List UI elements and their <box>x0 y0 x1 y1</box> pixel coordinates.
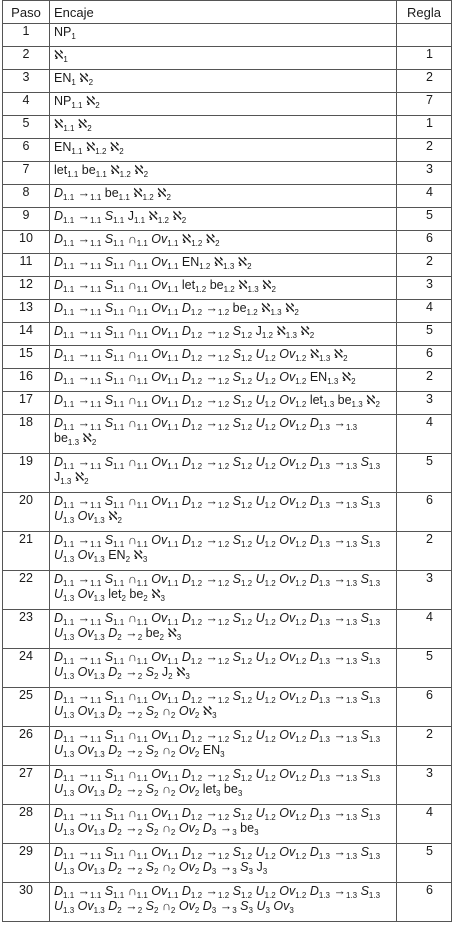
table-row <box>3 208 452 231</box>
regla-cell: 3 <box>397 392 452 415</box>
paso-cell: 30 <box>3 883 50 922</box>
table-row <box>3 454 452 493</box>
table-row <box>3 415 452 454</box>
paso-cell: 7 <box>3 162 50 185</box>
encaje-cell: $D_{1.1} \to_{1.1}$ $S_{1.1}$ $\cap_{1.1}$ $Ov_{1.1}$ $D_{1.2} \to_{1.2}$ $S_{1.2}$ $J_{1.2}$ ℵ$_{1.3}$ ℵ$_2$ <box>50 323 397 346</box>
header-row <box>3 1 452 24</box>
paso-cell: 14 <box>3 323 50 346</box>
table-row <box>3 883 452 922</box>
regla-cell: 3 <box>397 571 452 610</box>
regla-cell: 3 <box>397 766 452 805</box>
regla-cell: 2 <box>397 254 452 277</box>
encaje-cell: $D_{1.1} \to_{1.1}$ $S_{1.1}$ $\cap_{1.1}$ $Ov_{1.1}$ $D_{1.2} \to_{1.2}$ $S_{1.2}$ $U_{1.2}$ $Ov_{1.2}$ $D_{1.3} \to_{1.3}$ $S_{1.3}$ $U_{1.3}$ $Ov_{1.3}$ $D_2 \to_2$ $S_2$ $\cap_2$ $Ov_2$ $EN_3$ <box>50 727 397 766</box>
encaje-cell: $D_{1.1} \to_{1.1}$ $S_{1.1}$ $\cap_{1.1}$ $Ov_{1.1}$ $D_{1.2} \to_{1.2}$ $S_{1.2}$ $U_{1.2}$ $Ov_{1.2}$ $D_{1.3} \to_{1.3}$ $S_{1.3}$ $U_{1.3}$ $Ov_{1.3}$ $EN_2$ ℵ$_3$ <box>50 532 397 571</box>
table-row <box>3 688 452 727</box>
regla-cell: 5 <box>397 844 452 883</box>
table-row <box>3 392 452 415</box>
table-row <box>3 254 452 277</box>
encaje-cell: $D_{1.1} \to_{1.1}$ $S_{1.1}$ $\cap_{1.1}$ $Ov_{1.1}$ $D_{1.2} \to_{1.2}$ $S_{1.2}$ $U_{1.2}$ $Ov_{1.2}$ $D_{1.3} \to_{1.3}$ $S_{1.3}$ $U_{1.3}$ $Ov_{1.3}$ $D_2 \to_2$ $S_2$ $\cap_2$ $Ov_2$ $D_3 \to_3$ $S_3$ $U_3$ $Ov_3$ <box>50 883 397 922</box>
encaje-cell: $D_{1.1} \to_{1.1}$ $be_{1.1}$ ℵ$_{1.2}$ ℵ$_2$ <box>50 185 397 208</box>
paso-cell: 20 <box>3 493 50 532</box>
encaje-cell: $D_{1.1} \to_{1.1}$ $S_{1.1}$ $J_{1.1}$ ℵ$_{1.2}$ ℵ$_2$ <box>50 208 397 231</box>
regla-cell: 4 <box>397 300 452 323</box>
table-row <box>3 24 452 47</box>
table-row <box>3 610 452 649</box>
regla-cell: 5 <box>397 649 452 688</box>
encaje-cell: $D_{1.1} \to_{1.1}$ $S_{1.1}$ $\cap_{1.1}$ $Ov_{1.1}$ $D_{1.2} \to_{1.2}$ $S_{1.2}$ $U_{1.2}$ $Ov_{1.2}$ ℵ$_{1.3}$ ℵ$_2$ <box>50 346 397 369</box>
regla-cell: 6 <box>397 688 452 727</box>
header-regla: Regla <box>397 1 452 24</box>
encaje-cell: $D_{1.1} \to_{1.1}$ $S_{1.1}$ $\cap_{1.1}$ $Ov_{1.1}$ $D_{1.2} \to_{1.2}$ $S_{1.2}$ $U_{1.2}$ $Ov_{1.2}$ $D_{1.3} \to_{1.3}$ $S_{1.3}$ $U_{1.3}$ $Ov_{1.3}$ $D_2 \to_2$ $S_2$ $\cap_2$ $Ov_2$ $D_3 \to_3$ $S_3$ $J_3$ <box>50 844 397 883</box>
table-row <box>3 766 452 805</box>
encaje-cell: $D_{1.1} \to_{1.1}$ $S_{1.1}$ $\cap_{1.1}$ $Ov_{1.1}$ $D_{1.2} \to_{1.2}$ $S_{1.2}$ $U_{1.2}$ $Ov_{1.2}$ $D_{1.3} \to_{1.3}$ $S_{1.3}$ $U_{1.3}$ $Ov_{1.3}$ $D_2 \to_2$ $S_2$ $\cap_2$ $Ov_2$ $D_3 \to_3$ $be_3$ <box>50 805 397 844</box>
encaje-cell: $D_{1.1} \to_{1.1}$ $S_{1.1}$ $\cap_{1.1}$ $Ov_{1.1}$ $EN_{1.2}$ ℵ$_{1.3}$ ℵ$_2$ <box>50 254 397 277</box>
table-row <box>3 139 452 162</box>
encaje-cell: $EN_{1.1}$ ℵ$_{1.2}$ ℵ$_2$ <box>50 139 397 162</box>
table-row <box>3 323 452 346</box>
regla-cell: 1 <box>397 47 452 70</box>
table-row <box>3 93 452 116</box>
regla-cell: 3 <box>397 277 452 300</box>
regla-cell: 2 <box>397 727 452 766</box>
encaje-cell: $D_{1.1} \to_{1.1}$ $S_{1.1}$ $\cap_{1.1}$ $Ov_{1.1}$ $D_{1.2} \to_{1.2}$ $S_{1.2}$ $U_{1.2}$ $Ov_{1.2}$ $D_{1.3} \to_{1.3}$ $S_{1.3}$ $J_{1.3}$ ℵ$_2$ <box>50 454 397 493</box>
regla-cell: 2 <box>397 532 452 571</box>
encaje-cell: $D_{1.1} \to_{1.1}$ $S_{1.1}$ $\cap_{1.1}$ $Ov_{1.1}$ $D_{1.2} \to_{1.2}$ $S_{1.2}$ $U_{1.2}$ $Ov_{1.2}$ let$_{1.3}$ $be_{1.3}$ ℵ$_2$ <box>50 392 397 415</box>
encaje-cell: $D_{1.1} \to_{1.1}$ $S_{1.1}$ $\cap_{1.1}$ $Ov_{1.1}$ $D_{1.2} \to_{1.2}$ $S_{1.2}$ $U_{1.2}$ $Ov_{1.2}$ $D_{1.3} \to_{1.3}$ $S_{1.3}$ $U_{1.3}$ $Ov_{1.3}$ let$_2$ $be_2$ ℵ$_3$ <box>50 571 397 610</box>
regla-cell: 3 <box>397 162 452 185</box>
paso-cell: 9 <box>3 208 50 231</box>
paso-cell: 17 <box>3 392 50 415</box>
header-paso: Paso <box>3 1 50 24</box>
derivation-table <box>2 0 452 922</box>
encaje-cell: $D_{1.1} \to_{1.1}$ $S_{1.1}$ $\cap_{1.1}$ $Ov_{1.1}$ $D_{1.2} \to_{1.2}$ $be_{1.2}$ ℵ$_{1.3}$ ℵ$_2$ <box>50 300 397 323</box>
regla-cell: 4 <box>397 610 452 649</box>
regla-cell: 5 <box>397 454 452 493</box>
header-encaje: Encaje <box>50 1 397 24</box>
paso-cell: 18 <box>3 415 50 454</box>
table-row <box>3 277 452 300</box>
encaje-cell: $D_{1.1} \to_{1.1}$ $S_{1.1}$ $\cap_{1.1}$ $Ov_{1.1}$ let$_{1.2}$ $be_{1.2}$ ℵ$_{1.3}$ ℵ$_2$ <box>50 277 397 300</box>
table-row <box>3 346 452 369</box>
regla-cell: 6 <box>397 493 452 532</box>
paso-cell: 28 <box>3 805 50 844</box>
encaje-cell: $D_{1.1} \to_{1.1}$ $S_{1.1}$ $\cap_{1.1}$ $Ov_{1.1}$ $D_{1.2} \to_{1.2}$ $S_{1.2}$ $U_{1.2}$ $Ov_{1.2}$ $D_{1.3} \to_{1.3}$ $be_{1.3}$ ℵ$_2$ <box>50 415 397 454</box>
paso-cell: 23 <box>3 610 50 649</box>
encaje-cell: $D_{1.1} \to_{1.1}$ $S_{1.1}$ $\cap_{1.1}$ $Ov_{1.1}$ $D_{1.2} \to_{1.2}$ $S_{1.2}$ $U_{1.2}$ $Ov_{1.2}$ $D_{1.3} \to_{1.3}$ $S_{1.3}$ $U_{1.3}$ $Ov_{1.3}$ $D_2 \to_2$ $S_2$ $\cap_2$ $Ov_2$ let$_3$ $be_3$ <box>50 766 397 805</box>
encaje-cell: $NP_1$ <box>50 24 397 47</box>
regla-cell: 4 <box>397 805 452 844</box>
paso-cell: 15 <box>3 346 50 369</box>
encaje-cell: $D_{1.1} \to_{1.1}$ $S_{1.1}$ $\cap_{1.1}$ $Ov_{1.1}$ $D_{1.2} \to_{1.2}$ $S_{1.2}$ $U_{1.2}$ $Ov_{1.2}$ $D_{1.3} \to_{1.3}$ $S_{1.3}$ $U_{1.3}$ $Ov_{1.3}$ $D_2 \to_2$ $S_2$ $\cap_2$ $Ov_2$ ℵ$_3$ <box>50 688 397 727</box>
paso-cell: 24 <box>3 649 50 688</box>
encaje-cell: $D_{1.1} \to_{1.1}$ $S_{1.1}$ $\cap_{1.1}$ $Ov_{1.1}$ $D_{1.2} \to_{1.2}$ $S_{1.2}$ $U_{1.2}$ $Ov_{1.2}$ $D_{1.3} \to_{1.3}$ $S_{1.3}$ $U_{1.3}$ $Ov_{1.3}$ ℵ$_2$ <box>50 493 397 532</box>
paso-cell: 27 <box>3 766 50 805</box>
regla-cell: 6 <box>397 346 452 369</box>
table-row <box>3 369 452 392</box>
paso-cell: 11 <box>3 254 50 277</box>
table-row <box>3 727 452 766</box>
paso-cell: 1 <box>3 24 50 47</box>
paso-cell: 2 <box>3 47 50 70</box>
regla-cell: 2 <box>397 139 452 162</box>
regla-cell: 6 <box>397 231 452 254</box>
regla-cell: 4 <box>397 185 452 208</box>
paso-cell: 6 <box>3 139 50 162</box>
table-body <box>3 24 452 922</box>
table-row <box>3 162 452 185</box>
regla-cell: 2 <box>397 70 452 93</box>
table-row <box>3 185 452 208</box>
table-row <box>3 300 452 323</box>
regla-cell <box>397 24 452 47</box>
encaje-cell: $EN_1$ ℵ$_2$ <box>50 70 397 93</box>
table-row <box>3 231 452 254</box>
paso-cell: 26 <box>3 727 50 766</box>
paso-cell: 4 <box>3 93 50 116</box>
table-row <box>3 70 452 93</box>
table-row <box>3 844 452 883</box>
encaje-cell: let$_{1.1}$ $be_{1.1}$ ℵ$_{1.2}$ ℵ$_2$ <box>50 162 397 185</box>
regla-cell: 6 <box>397 883 452 922</box>
regla-cell: 4 <box>397 415 452 454</box>
paso-cell: 29 <box>3 844 50 883</box>
table-row <box>3 571 452 610</box>
paso-cell: 3 <box>3 70 50 93</box>
paso-cell: 8 <box>3 185 50 208</box>
regla-cell: 5 <box>397 323 452 346</box>
encaje-cell: $D_{1.1} \to_{1.1}$ $S_{1.1}$ $\cap_{1.1}$ $Ov_{1.1}$ ℵ$_{1.2}$ ℵ$_2$ <box>50 231 397 254</box>
table-row <box>3 116 452 139</box>
paso-cell: 16 <box>3 369 50 392</box>
regla-cell: 5 <box>397 208 452 231</box>
regla-cell: 2 <box>397 369 452 392</box>
encaje-cell: ℵ$_1$ <box>50 47 397 70</box>
table-row <box>3 805 452 844</box>
regla-cell: 7 <box>397 93 452 116</box>
paso-cell: 22 <box>3 571 50 610</box>
paso-cell: 19 <box>3 454 50 493</box>
paso-cell: 5 <box>3 116 50 139</box>
encaje-cell: ℵ$_{1.1}$ ℵ$_2$ <box>50 116 397 139</box>
encaje-cell: $D_{1.1} \to_{1.1}$ $S_{1.1}$ $\cap_{1.1}$ $Ov_{1.1}$ $D_{1.2} \to_{1.2}$ $S_{1.2}$ $U_{1.2}$ $Ov_{1.2}$ $EN_{1.3}$ ℵ$_2$ <box>50 369 397 392</box>
regla-cell: 1 <box>397 116 452 139</box>
encaje-cell: $D_{1.1} \to_{1.1}$ $S_{1.1}$ $\cap_{1.1}$ $Ov_{1.1}$ $D_{1.2} \to_{1.2}$ $S_{1.2}$ $U_{1.2}$ $Ov_{1.2}$ $D_{1.3} \to_{1.3}$ $S_{1.3}$ $U_{1.3}$ $Ov_{1.3}$ $D_2 \to_2$ $be_2$ ℵ$_3$ <box>50 610 397 649</box>
encaje-cell: $D_{1.1} \to_{1.1}$ $S_{1.1}$ $\cap_{1.1}$ $Ov_{1.1}$ $D_{1.2} \to_{1.2}$ $S_{1.2}$ $U_{1.2}$ $Ov_{1.2}$ $D_{1.3} \to_{1.3}$ $S_{1.3}$ $U_{1.3}$ $Ov_{1.3}$ $D_2 \to_2$ $S_2$ $J_2$ ℵ$_3$ <box>50 649 397 688</box>
paso-cell: 25 <box>3 688 50 727</box>
paso-cell: 12 <box>3 277 50 300</box>
table-row <box>3 532 452 571</box>
paso-cell: 10 <box>3 231 50 254</box>
paso-cell: 13 <box>3 300 50 323</box>
table-row <box>3 493 452 532</box>
table-row <box>3 47 452 70</box>
encaje-cell: $NP_{1.1}$ ℵ$_2$ <box>50 93 397 116</box>
table-row <box>3 649 452 688</box>
paso-cell: 21 <box>3 532 50 571</box>
